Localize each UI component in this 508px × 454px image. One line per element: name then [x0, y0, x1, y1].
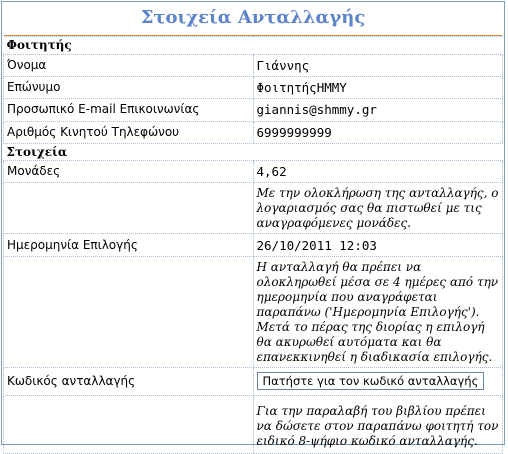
field-label-units: Μονάδες	[4, 161, 254, 183]
section-row-details	[4, 144, 503, 161]
show-exchange-code-button[interactable]: Πατήστε για τον κωδικό ανταλλαγής	[257, 372, 485, 390]
field-value-last-name: ΦοιτητήςΗΜΜΥ	[253, 77, 503, 99]
deadline-note: Η ανταλλαγή θα πρέπει να ολοκληρωθεί μέσα σε 4 ημέρες από την ημερομηνία που αναγράφεται παραπάνω ('Ημερομηνία Επιλογής'). Μετά το πέρας της διορίας η επιλογή θα ακυρωθεί αυτόματα και θα επανεκκινηθεί η διαδικασία επιλογής.	[253, 257, 503, 368]
section-row-student	[4, 37, 503, 55]
empty-cell	[4, 257, 254, 368]
exchange-details-panel	[1, 1, 505, 448]
empty-cell	[4, 396, 254, 454]
empty-cell	[4, 183, 254, 234]
field-label-mobile: Αριθμός Κινητού Τηλεφώνου	[4, 122, 254, 144]
field-value-email: giannis@shmmy.gr	[253, 99, 503, 122]
table-row	[4, 55, 503, 77]
table-row	[4, 396, 503, 454]
field-value-selection-date: 26/10/2011 12:03	[253, 234, 503, 257]
field-label-first-name: Όνομα	[4, 55, 254, 77]
field-label-exchange-code: Κωδικός ανταλλαγής	[4, 368, 254, 396]
field-value-first-name: Γιάννης	[253, 55, 503, 77]
units-note: Με την ολοκλήρωση της ανταλλαγής, ο λογαριασμός σας θα πιστωθεί με τις αναγραφόμενες μονάδες.	[253, 183, 503, 234]
field-value-units: 4,62	[253, 161, 503, 183]
exchange-code-note: Για την παραλαβή του βιβλίου πρέπει να δώσετε στον παραπάνω φοιτητή τον ειδικό 8-ψήφιο κωδικό ανταλλαγής.	[253, 396, 503, 454]
section-heading-student: Φοιτητής	[4, 37, 503, 55]
table-row	[4, 257, 503, 368]
table-row	[4, 161, 503, 183]
table-row	[4, 183, 503, 234]
field-label-selection-date: Ημερομηνία Επιλογής	[4, 234, 254, 257]
table-row	[4, 122, 503, 144]
field-label-email: Προσωπικό E-mail Επικοινωνίας	[4, 99, 254, 122]
table-row	[4, 99, 503, 122]
field-label-last-name: Επώνυμο	[4, 77, 254, 99]
table-row	[4, 368, 503, 396]
field-value-mobile: 6999999999	[253, 122, 503, 144]
section-heading-details: Στοιχεία	[4, 144, 503, 161]
exchange-code-cell	[253, 368, 503, 396]
table-row	[4, 234, 503, 257]
table-row	[4, 77, 503, 99]
details-table	[3, 36, 503, 454]
page-title: Στοιχεία Ανταλλαγής	[140, 7, 366, 28]
